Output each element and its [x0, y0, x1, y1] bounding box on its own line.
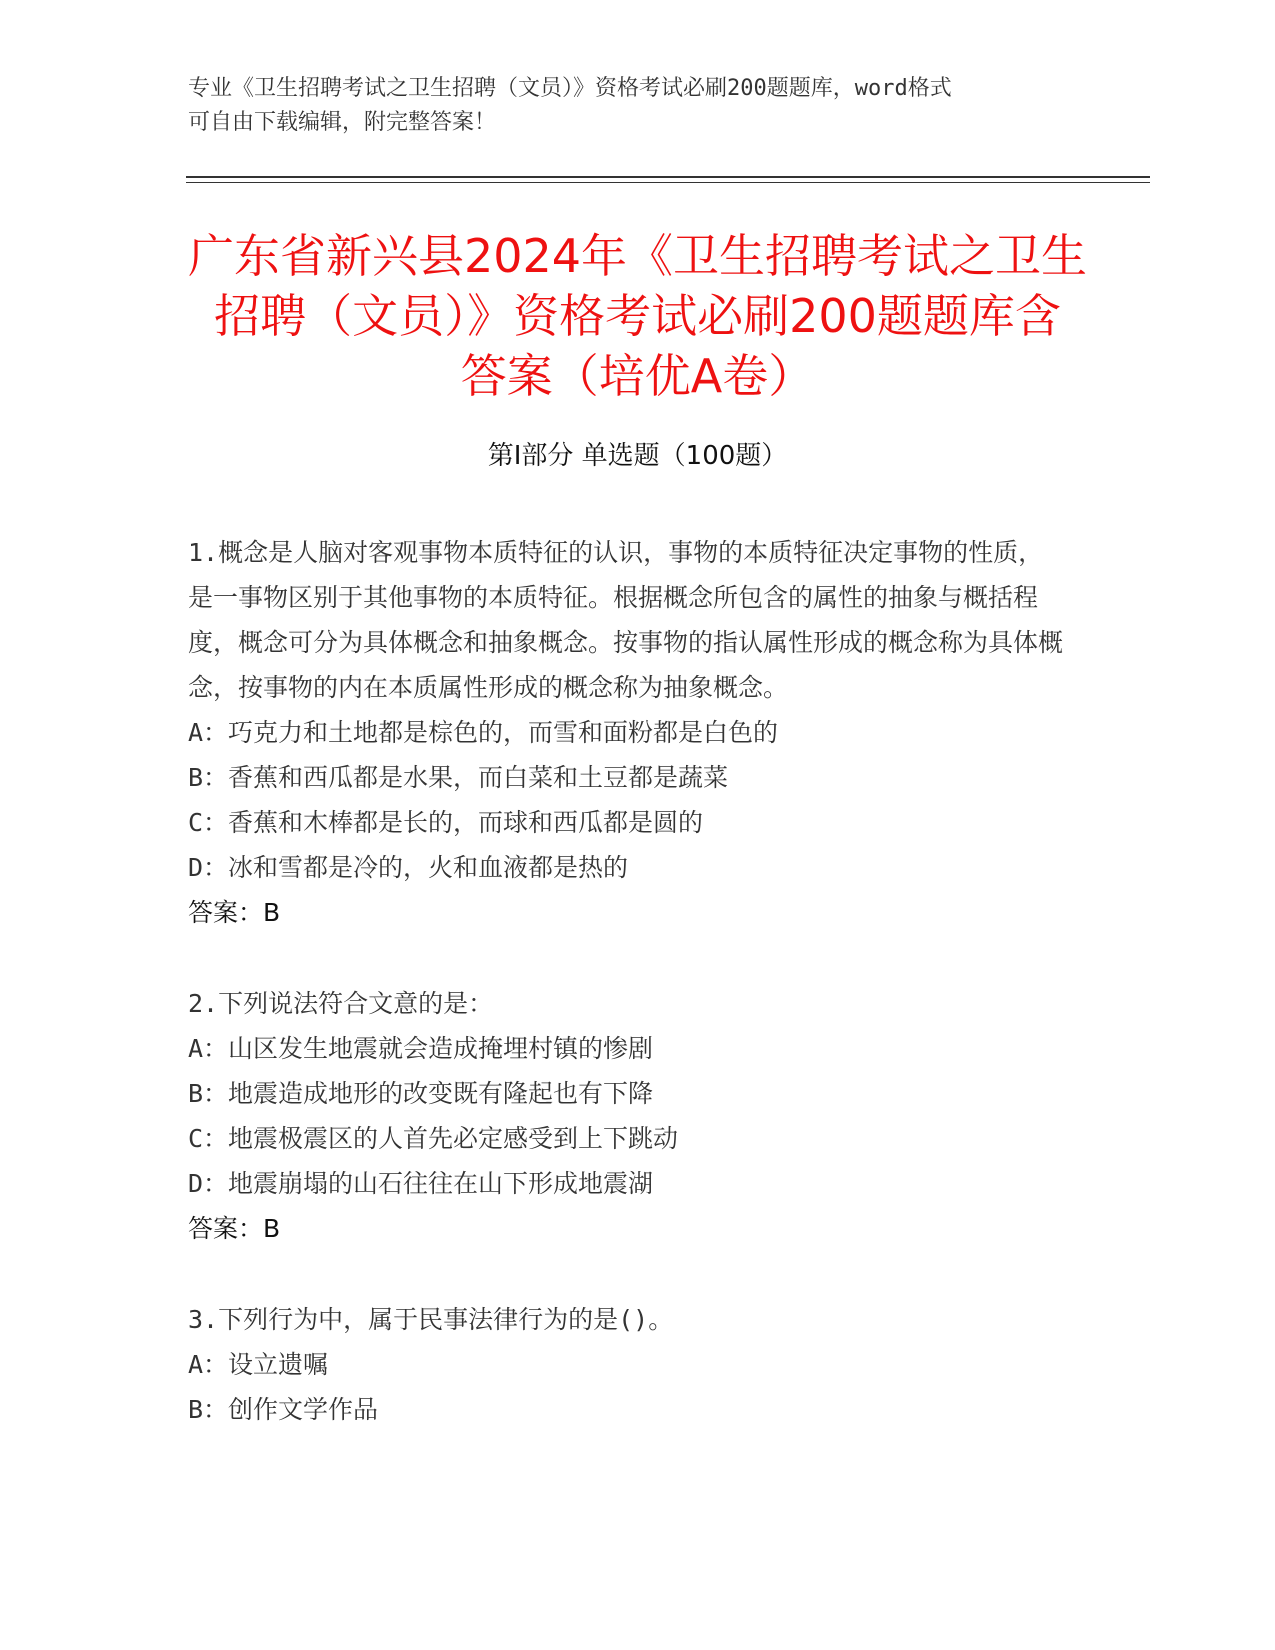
- question-3: [188, 1297, 1068, 1432]
- section-title: 第Ⅰ部分 单选题（100题）: [487, 441, 788, 471]
- option-b: B：地震造成地形的改变既有隆起也有下降: [188, 1079, 654, 1108]
- option-a: A：设立遗嘱: [188, 1350, 329, 1379]
- option-d: D：地震崩塌的山石往往在山下形成地震湖: [188, 1169, 654, 1198]
- document-title-line-3: 答案（培优A卷）: [460, 349, 815, 403]
- header-divider-thick: [186, 176, 1150, 178]
- option-a: A：巧克力和土地都是棕色的，而雪和面粉都是白色的: [188, 718, 779, 747]
- header-note-line-1: 专业《卫生招聘考试之卫生招聘（文员）》资格考试必刷200题题库，word格式: [188, 76, 952, 101]
- question-stem: 3.下列行为中，属于民事法律行为的是()。: [188, 1305, 674, 1334]
- header-note: [188, 72, 1088, 140]
- header-note-line-2: 可自由下载编辑，附完整答案！: [188, 110, 497, 135]
- question-stem: 1.概念是人脑对客观事物本质特征的认识，事物的本质特征决定事物的性质，是一事物区别于其他事物的本质特征。根据概念所包含的属性的抽象与概括程度，概念可分为具体概念和抽象概念。按事物的指认属性形成的概念称为具体概念，按事物的内在本质属性形成的概念称为抽象概念。: [188, 538, 1064, 702]
- option-d: D：冰和雪都是冷的，火和血液都是热的: [188, 853, 629, 882]
- question-stem: 2.下列说法符合文意的是：: [188, 989, 494, 1018]
- header-divider-thin: [186, 182, 1150, 183]
- document-title-line-2: 招聘（文员）》资格考试必刷200题题库含: [214, 289, 1061, 343]
- answer: 答案：B: [188, 1214, 281, 1243]
- option-a: A：山区发生地震就会造成掩埋村镇的惨剧: [188, 1034, 654, 1063]
- question-list: [188, 530, 1068, 1478]
- answer: 答案：B: [188, 898, 281, 927]
- document-title-line-1: 广东省新兴县2024年《卫生招聘考试之卫生: [187, 229, 1088, 283]
- question-1: [188, 530, 1068, 935]
- document-title: [150, 226, 1125, 406]
- question-2: [188, 981, 1068, 1251]
- option-b: B：香蕉和西瓜都是水果，而白菜和土豆都是蔬菜: [188, 763, 729, 792]
- option-b: B：创作文学作品: [188, 1395, 379, 1424]
- option-c: C：香蕉和木棒都是长的，而球和西瓜都是圆的: [188, 808, 704, 837]
- option-c: C：地震极震区的人首先必定感受到上下跳动: [188, 1124, 679, 1153]
